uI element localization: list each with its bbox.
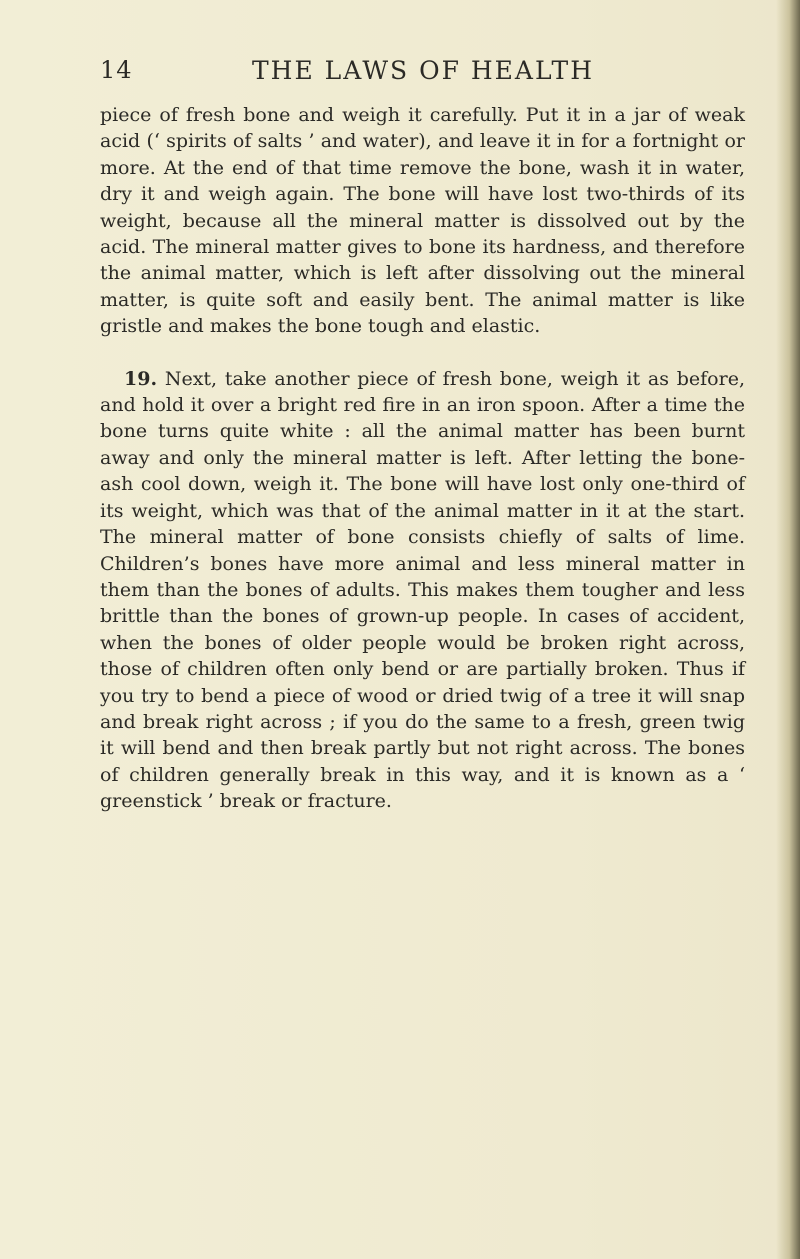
paragraph-text: piece of fresh bone and weigh it carefully. Put it in a jar of weak acid (‘ spirits of salts ’ and water), and leave it in for a fortnight or more. At the end of that time remove the bone, wash it in water, dry it and weigh again. The bone will have lost two-thirds of its weight, because all the mineral matter is dissolved out by the acid. The mineral matter gives to bone its hardness, and therefore the animal matter, which is left after dissolving out the mineral matter, is quite soft and easily bent. The animal matter is like gristle and makes the bone tough and elastic.	[100, 104, 745, 338]
page-number: 14	[100, 56, 133, 84]
body-text	[100, 102, 745, 815]
paragraph-continued	[100, 102, 745, 340]
paragraph-text: Next, take another piece of fresh bone, weigh it as before, and hold it over a bright red fire in an iron spoon. After a time the bone turns quite white : all the animal matter has been burnt away and only the mineral matter is left. After letting the bone-ash cool down, weigh it. The bone will have lost only one-third of its weight, which was that of the animal matter in it at the start. The mineral matter of bone consists chiefly of salts of lime. Children’s bones have more animal and less mineral matter in them than the bones of adults. This makes them tougher and less brittle than the bones of grown-up people. In cases of accident, when the bones of older people would be broken right across, those of children often only bend or are partially broken. Thus if you try to bend a piece of wood or dried twig of a tree it will snap and break right across ; if you do the same to a fresh, green twig it will bend and then break partly but not right across. The bones of children generally break in this way, and it is known as a ‘ greenstick ’ break or fracture.	[100, 367, 745, 813]
page-edge-shadow	[776, 0, 800, 1259]
page-header	[100, 56, 745, 92]
paragraph-19	[100, 366, 745, 815]
running-head: THE LAWS OF HEALTH	[252, 56, 595, 85]
paragraph-number: 19.	[124, 367, 158, 390]
